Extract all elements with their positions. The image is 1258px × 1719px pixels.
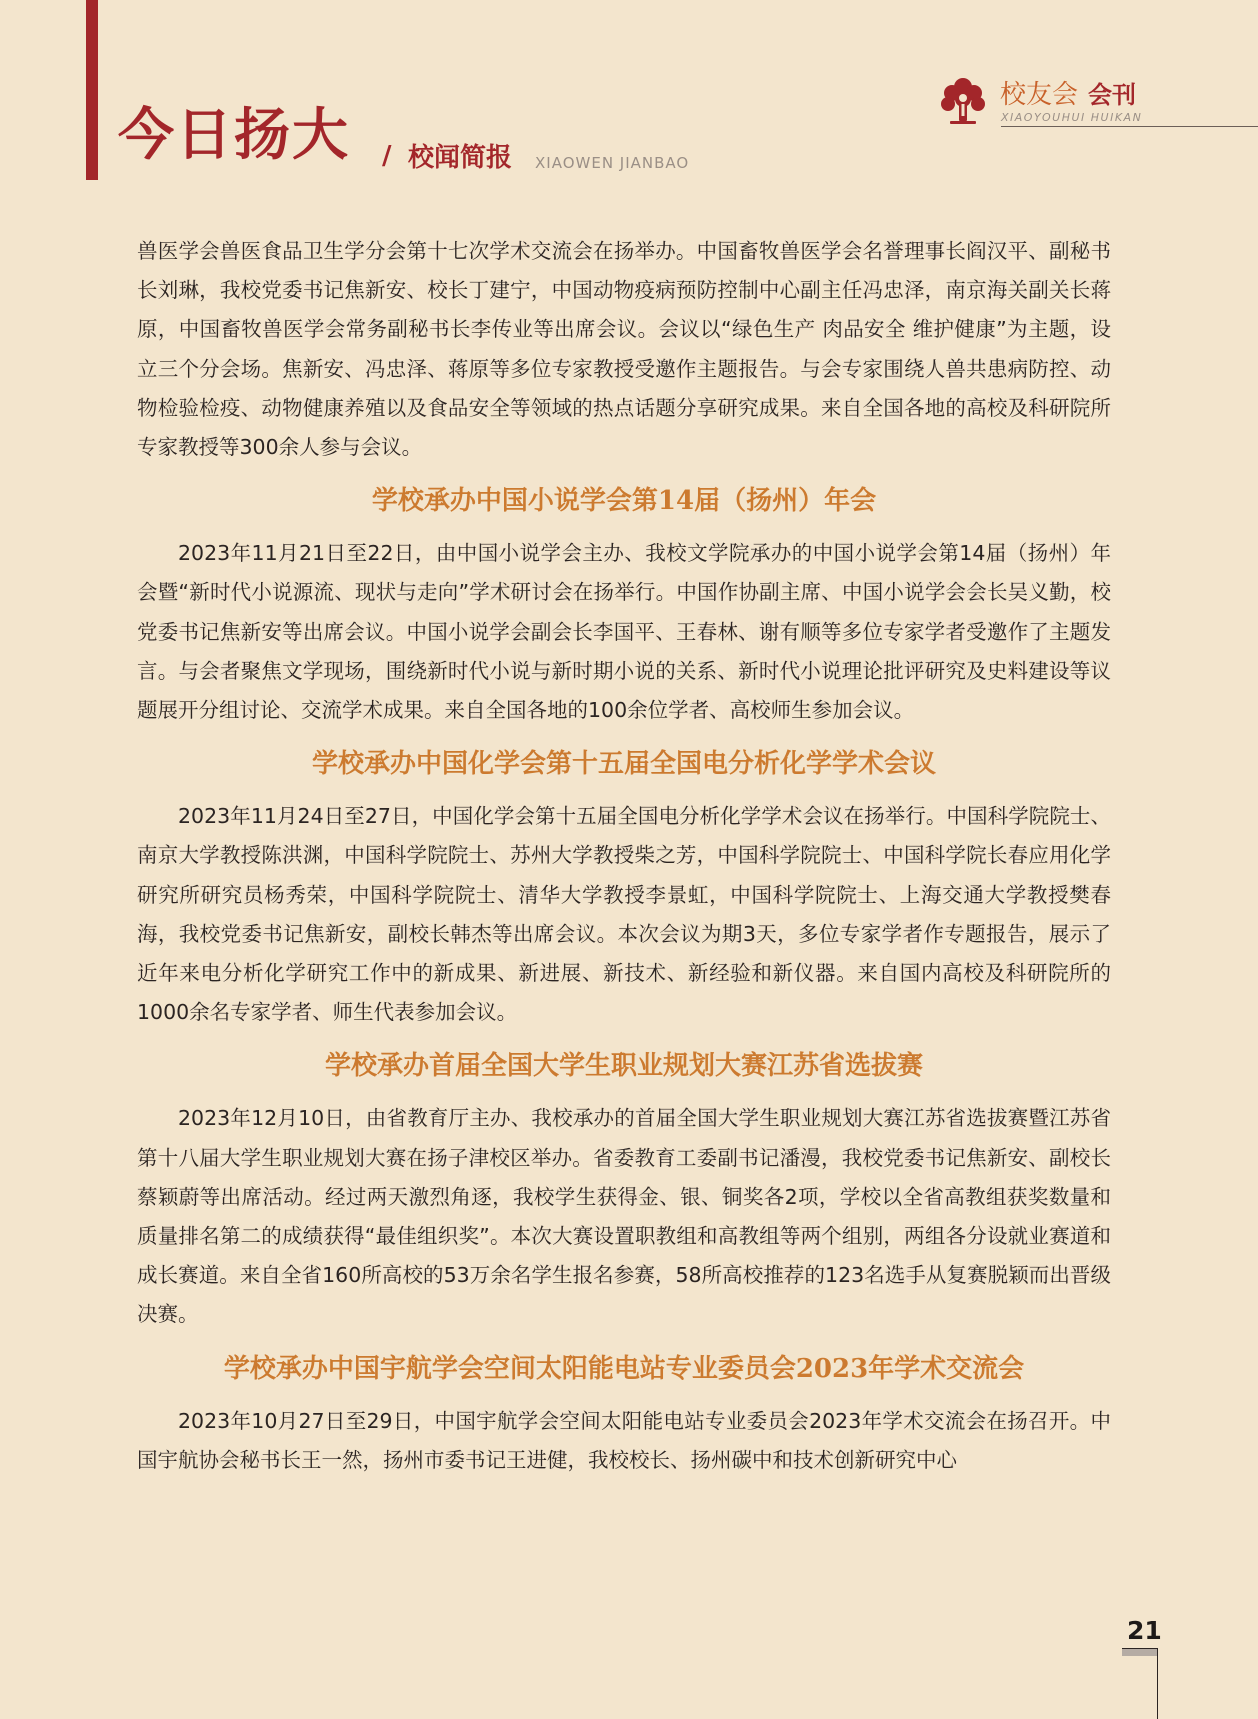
article-heading: 学校承办中国化学会第十五届全国电分析化学学术会议 xyxy=(311,749,936,780)
article-heading: 学校承办中国宇航学会空间太阳能电站专业委员会2023年学术交流会 xyxy=(223,1353,1025,1384)
article-body xyxy=(137,232,1111,1480)
article-paragraph: 2023年11月24日至27日，中国化学会第十五届全国电分析化学学术会议在扬举行。中国科学院院士、南京大学教授陈洪渊，中国科学院院士、苏州大学教授柴之芳，中国科学院院士、中国科学院长春应用化学研究所研究员杨秀荣，中国科学院院士、清华大学教授李景虹，中国科学院院士、上海交通大学教授樊春海，我校党委书记焦新安，副校长韩杰等出席会议。本次会议为期3天，多位专家学者作专题报告，展示了近年来电分析化学研究工作中的新成果、新进展、新技术、新经验和新仪器。来自国内高校及科研院所的1000余名专家学者、师生代表参加会议。 xyxy=(137,804,1111,1025)
section-title-cn: 校闻简报 xyxy=(408,143,513,173)
article-paragraph: 2023年11月21日至22日，由中国小说学会主办、我校文学院承办的中国小说学会第14届（扬州）年会暨“新时代小说源流、现状与走向”学术研讨会在扬举行。中国作协副主席、中国小说学会会长吴义勤，校党委书记焦新安等出席会议。中国小说学会副会长李国平、王春林、谢有顺等多位专家学者受邀作了主题发言。与会者聚焦文学现场，围绕新时代小说与新时期小说的关系、新时代小说理论批评研究及史料建设等议题展开分组讨论、交流学术成果。来自全国各地的100余位学者、高校师生参加会议。 xyxy=(137,541,1111,723)
article-paragraph: 2023年12月10日，由省教育厅主办、我校承办的首届全国大学生职业规划大赛江苏省选拔赛暨江苏省第十八届大学生职业规划大赛在扬子津校区举办。省委教育工委副书记潘漫，我校党委书记焦新安、副校长蔡颖蔚等出席活动。经过两天激烈角逐，我校学生获得金、银、铜奖各2项，学校以全省高教组获奖数量和质量排名第二的成绩获得“最佳组织奖”。本次大赛设置职教组和高教组等两个组别，两组各分设就业赛道和成长赛道。来自全省160所高校的53万余名学生报名参赛，58所高校推荐的123名选手从复赛脱颖而出晋级决赛。 xyxy=(137,1106,1111,1327)
header-red-bar xyxy=(86,0,98,180)
page-number-shade xyxy=(1122,1648,1158,1656)
article-heading: 学校承办中国小说学会第14届（扬州）年会 xyxy=(371,486,877,517)
page-number-rule xyxy=(1122,1648,1158,1649)
magazine-title xyxy=(1000,82,1136,108)
article-heading: 学校承办首届全国大学生职业规划大赛江苏省选拔赛 xyxy=(324,1051,923,1082)
alumni-tree-logo-icon xyxy=(936,73,990,127)
magazine-title-sub: 会刊 xyxy=(1088,81,1137,109)
header-divider xyxy=(1001,126,1258,127)
section-title-en: XIAOWEN JIANBAO xyxy=(535,154,690,172)
brand-title: 今日扬大 xyxy=(118,103,350,168)
article-paragraph: 兽医学会兽医食品卫生学分会第十七次学术交流会在扬举办。中国畜牧兽医学会名誉理事长阎汉平、副秘书长刘琳，我校党委书记焦新安、校长丁建宁，中国动物疫病预防控制中心副主任冯忠泽，南京海关副关长蒋原，中国畜牧兽医学会常务副秘书长李传业等出席会议。会议以“绿色生产 肉品安全 维护健康”为主题，设立三个分会场。焦新安、冯忠泽、蒋原等多位专家教授受邀作主题报告。与会专家围绕人兽共患病防控、动物检验检疫、动物健康养殖以及食品安全等领域的热点话题分享研究成果。来自全国各地的高校及科研院所专家教授等300余人参与会议。 xyxy=(137,239,1111,460)
section-slash: / xyxy=(382,141,392,171)
page-number: 21 xyxy=(1127,1616,1162,1645)
magazine-title-en: XIAOYOUHUI HUIKAN xyxy=(1001,111,1143,124)
page-number-vertical-rule xyxy=(1157,1648,1158,1719)
magazine-title-main: 校友会 xyxy=(1000,80,1079,110)
article-paragraph: 2023年10月27日至29日，中国宇航学会空间太阳能电站专业委员会2023年学术交流会在扬召开。中国宇航协会秘书长王一然，扬州市委书记王进健，我校校长、扬州碳中和技术创新研究中心 xyxy=(137,1408,1111,1472)
